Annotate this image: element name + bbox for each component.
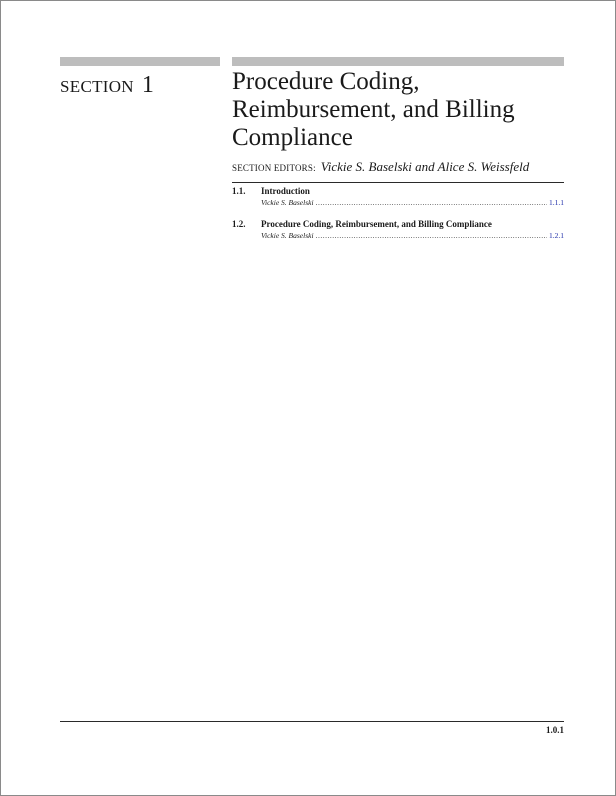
section-header-bar-left xyxy=(60,57,220,66)
section-label xyxy=(60,72,154,99)
toc-entry-author-line xyxy=(261,231,564,240)
toc-entry-number: 1.2. xyxy=(232,219,246,229)
toc-entry-number: 1.1. xyxy=(232,186,246,196)
toc-top-rule xyxy=(232,182,564,183)
section-header-bar-right xyxy=(232,57,564,66)
toc-entry-author: Vickie S. Baselski xyxy=(261,198,314,207)
section-number: 1 xyxy=(141,72,154,98)
toc-entry-title[interactable]: Procedure Coding, Reimbursement, and Billing Compliance xyxy=(261,219,492,229)
toc-entry-page-link[interactable]: 1.2.1 xyxy=(549,231,564,240)
toc-entry[interactable] xyxy=(232,186,564,219)
toc-entry[interactable] xyxy=(232,219,564,252)
toc-entry-title[interactable]: Introduction xyxy=(261,186,310,196)
footer-rule xyxy=(60,721,564,722)
page-number: 1.0.1 xyxy=(546,725,564,735)
section-editors xyxy=(232,159,529,175)
section-word: SECTION xyxy=(60,77,134,96)
table-of-contents xyxy=(232,186,564,252)
toc-dot-leader xyxy=(316,231,547,240)
section-title: Procedure Coding, Reimbursement, and Billing Compliance xyxy=(232,68,515,151)
section-editors-names: Vickie S. Baselski and Alice S. Weissfeld xyxy=(320,159,530,174)
toc-entry-page-link[interactable]: 1.1.1 xyxy=(549,198,564,207)
toc-entry-author: Vickie S. Baselski xyxy=(261,231,314,240)
toc-dot-leader xyxy=(316,198,547,207)
toc-entry-author-line xyxy=(261,198,564,207)
section-editors-label: SECTION EDITORS: xyxy=(232,163,316,173)
